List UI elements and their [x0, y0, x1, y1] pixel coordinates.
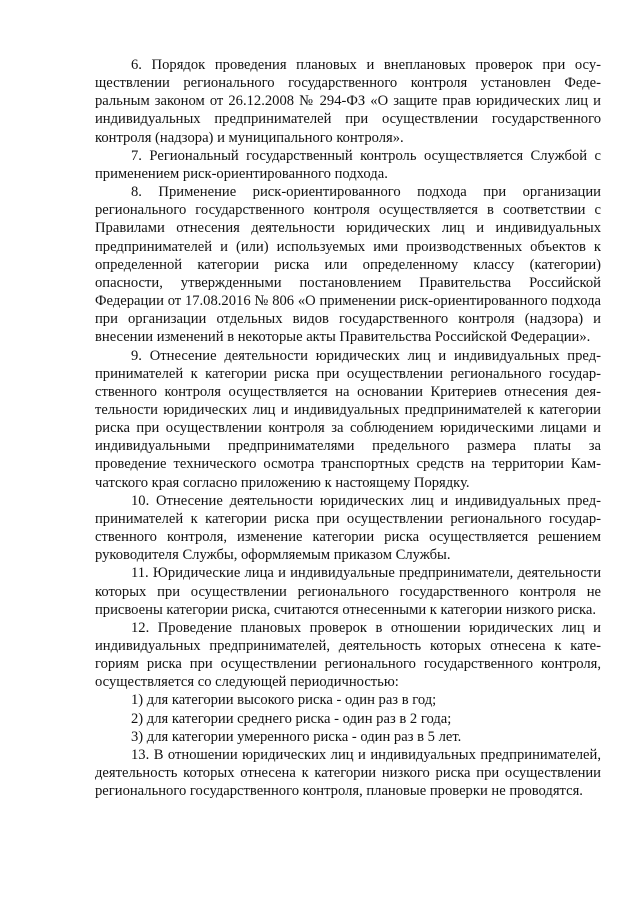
paragraph-12: 12. Проведение плановых проверок в отношении юридических лиц и индивидуальных предпринимателей, деятельность которых отнесена к категориям риска при осуществлении регионального государственного контроля, осуществляется со следующей периодичностью: [95, 619, 601, 691]
paragraph-8: 8. Применение риск-ориентированного подхода при организации регионального государственного контроля осуществляется в соответствии с Правилами отнесения деятельности юридических лиц и индивидуальных предпринимателей и (или) используемых ими производственных объектов к определенной категории риска или определенному классу (категории) опасности, утвержденными постановлением Правительства Российской Федерации от 17.08.2016 № 806 «О применении риск-ориентированного подхода при организации отдельных видов государственного контроля (надзора) и внесении изменений в некоторые акты Правительства Российской Федерации». [95, 184, 601, 346]
paragraph-10: 10. Отнесение деятельности юридических лиц и индивидуальных предпринимателей к категории риска при осуществлении регионального государственного контроля, изменение категории риска осуществляется решением руководителя Службы, оформляемым приказом Службы. [95, 492, 601, 564]
list-item-medium-risk: 2) для категории среднего риска - один раз в 2 года; [131, 710, 452, 727]
paragraph-11: 11. Юридические лица и индивидуальные предприниматели, деятельности которых при осуществлении регионального государственного контроля не присвоены категории риска, считаются отнесенными к категории низкого риска. [95, 565, 601, 618]
list-item-moderate-risk: 3) для категории умеренного риска - один раз в 5 лет. [131, 728, 462, 745]
list-item-high-risk: 1) для категории высокого риска - один раз в год; [131, 692, 437, 709]
paragraph-13: 13. В отношении юридических лиц и индивидуальных предпринимателей, деятельность которых отнесена к категории низкого риска при осуществлении регионального государственного контроля, плановые проверки не проводятся. [95, 746, 601, 800]
paragraph-6: 6. Порядок проведения плановых и внеплановых проверок при осуществлении регионального государственного контроля установлен Федеральным законом от 26.12.2008 № 294-ФЗ «О защите прав юридических лиц и индивидуальных предпринимателей при осуществлении государственного контроля (надзора) и муниципального контроля». [95, 57, 601, 146]
document-body [95, 56, 601, 800]
paragraph-9: 9. Отнесение деятельности юридических лиц и индивидуальных предпринимателей к категории риска при осуществлении регионального государственного контроля осуществляется на основании Критериев отнесения деятельности юридических лиц и индивидуальных предпринимателей к категории риска при осуществлении контроля за соблюдением юридическими лицами и индивидуальными предпринимателями предельного размера платы за проведение технического осмотра транспортных средств на территории Камчатского края согласно приложению к настоящему Порядку. [95, 347, 601, 491]
paragraph-7: 7. Региональный государственный контроль осуществляется Службой с применением риск-ориентированного подхода. [95, 147, 601, 182]
